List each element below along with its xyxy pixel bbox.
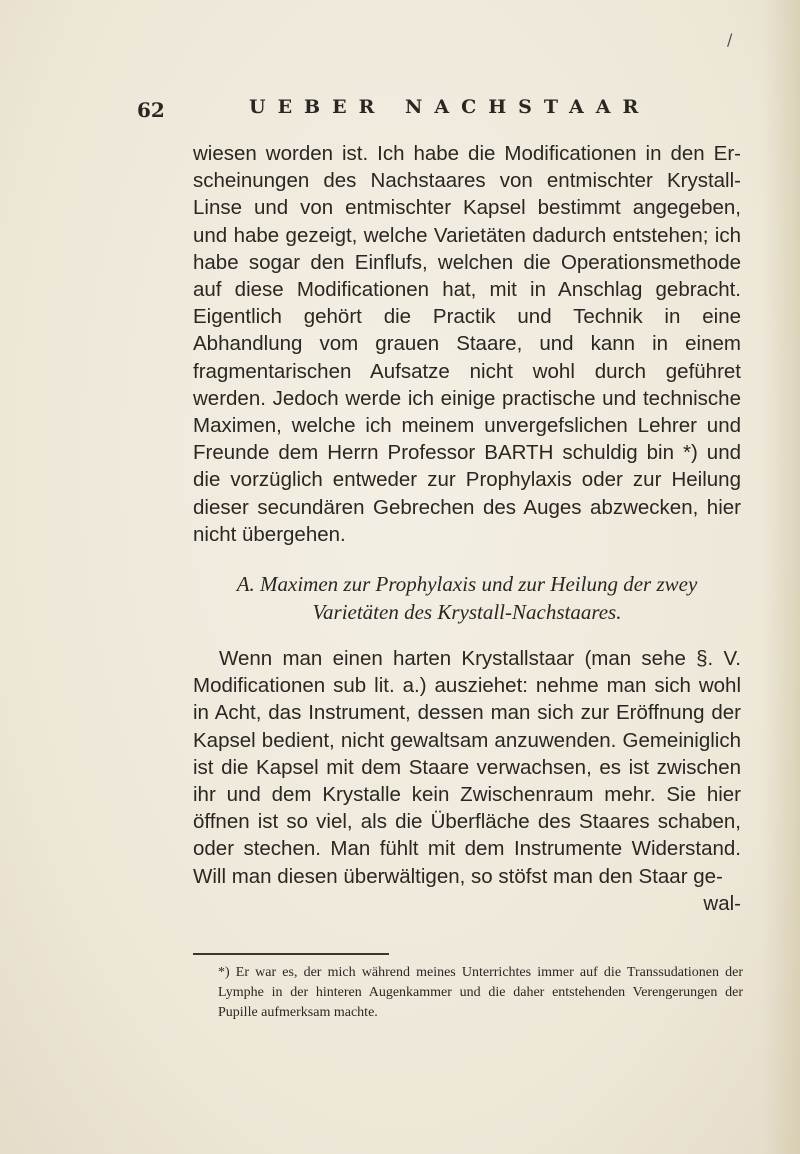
catchword: wal- <box>703 891 741 915</box>
footnote: *) Er war es, der mich während meines Unterrichtes immer auf die Transsudationen der Lymphe in der hinteren Augenkammer und die daher entstehenden Verengerungen der Pupille aufmerksam machte. <box>218 965 743 1020</box>
paragraph-1: wiesen worden ist. Ich habe die Modificationen in den Er-scheinungen des Nachstaares von entmischter Krystall-Linse und von entmischter Kapsel bestimmt angegeben, und habe gezeigt, welche Varietäten dadurch entstehen; ich habe sogar den Einflufs, welchen die Operationsmethode auf diese Modificationen hat, mit in Anschlag gebracht. Eigentlich gehört die Practik und Technik in eine Abhandlung vom grauen Staare, und kann in einem fragmentarischen Aufsatze nicht wohl durch geführet werden. Jedoch werde ich einige practische und technische Maximen, welche ich meinem unvergefslichen Lehrer und Freunde dem Herrn Professor BARTH schuldig bin *) und die vorzüglich entweder zur Prophylaxis oder zur Heilung dieser secundären Gebrechen des Auges abzwecken, hier nicht übergehen. <box>193 142 741 546</box>
section-heading: A. Maximen zur Prophylaxis und zur Heilung der zwey Varietäten des Krystall-Nachstaares. <box>236 572 698 625</box>
main-text <box>193 140 741 917</box>
page-edge-stain <box>762 0 800 1154</box>
page-number: 62 <box>137 98 165 122</box>
paragraph-2: Wenn man einen harten Krystallstaar (man sehe §. V. Modificationen sub lit. a.) ausziehet: nehme man sich wohl in Acht, das Instrument, dessen man sich zur Eröffnung der Kapsel bedient, nicht gewaltsam anzuwenden. Gemeiniglich ist die Kapsel mit dem Staare verwachsen, es ist zwischen ihr und dem Krystalle kein Zwischenraum mehr. Sie hier öffnen ist so viel, als die Überfläche des Staares schaben, oder stechen. Man fühlt mit dem Instrumente Widerstand. Will man diesen überwältigen, so stöfst man den Staar ge- <box>193 647 741 888</box>
corner-mark: / <box>727 30 733 49</box>
page-header <box>137 96 737 126</box>
footnote-rule <box>193 953 389 955</box>
running-head: UEBER NACHSTAAR <box>249 96 651 118</box>
